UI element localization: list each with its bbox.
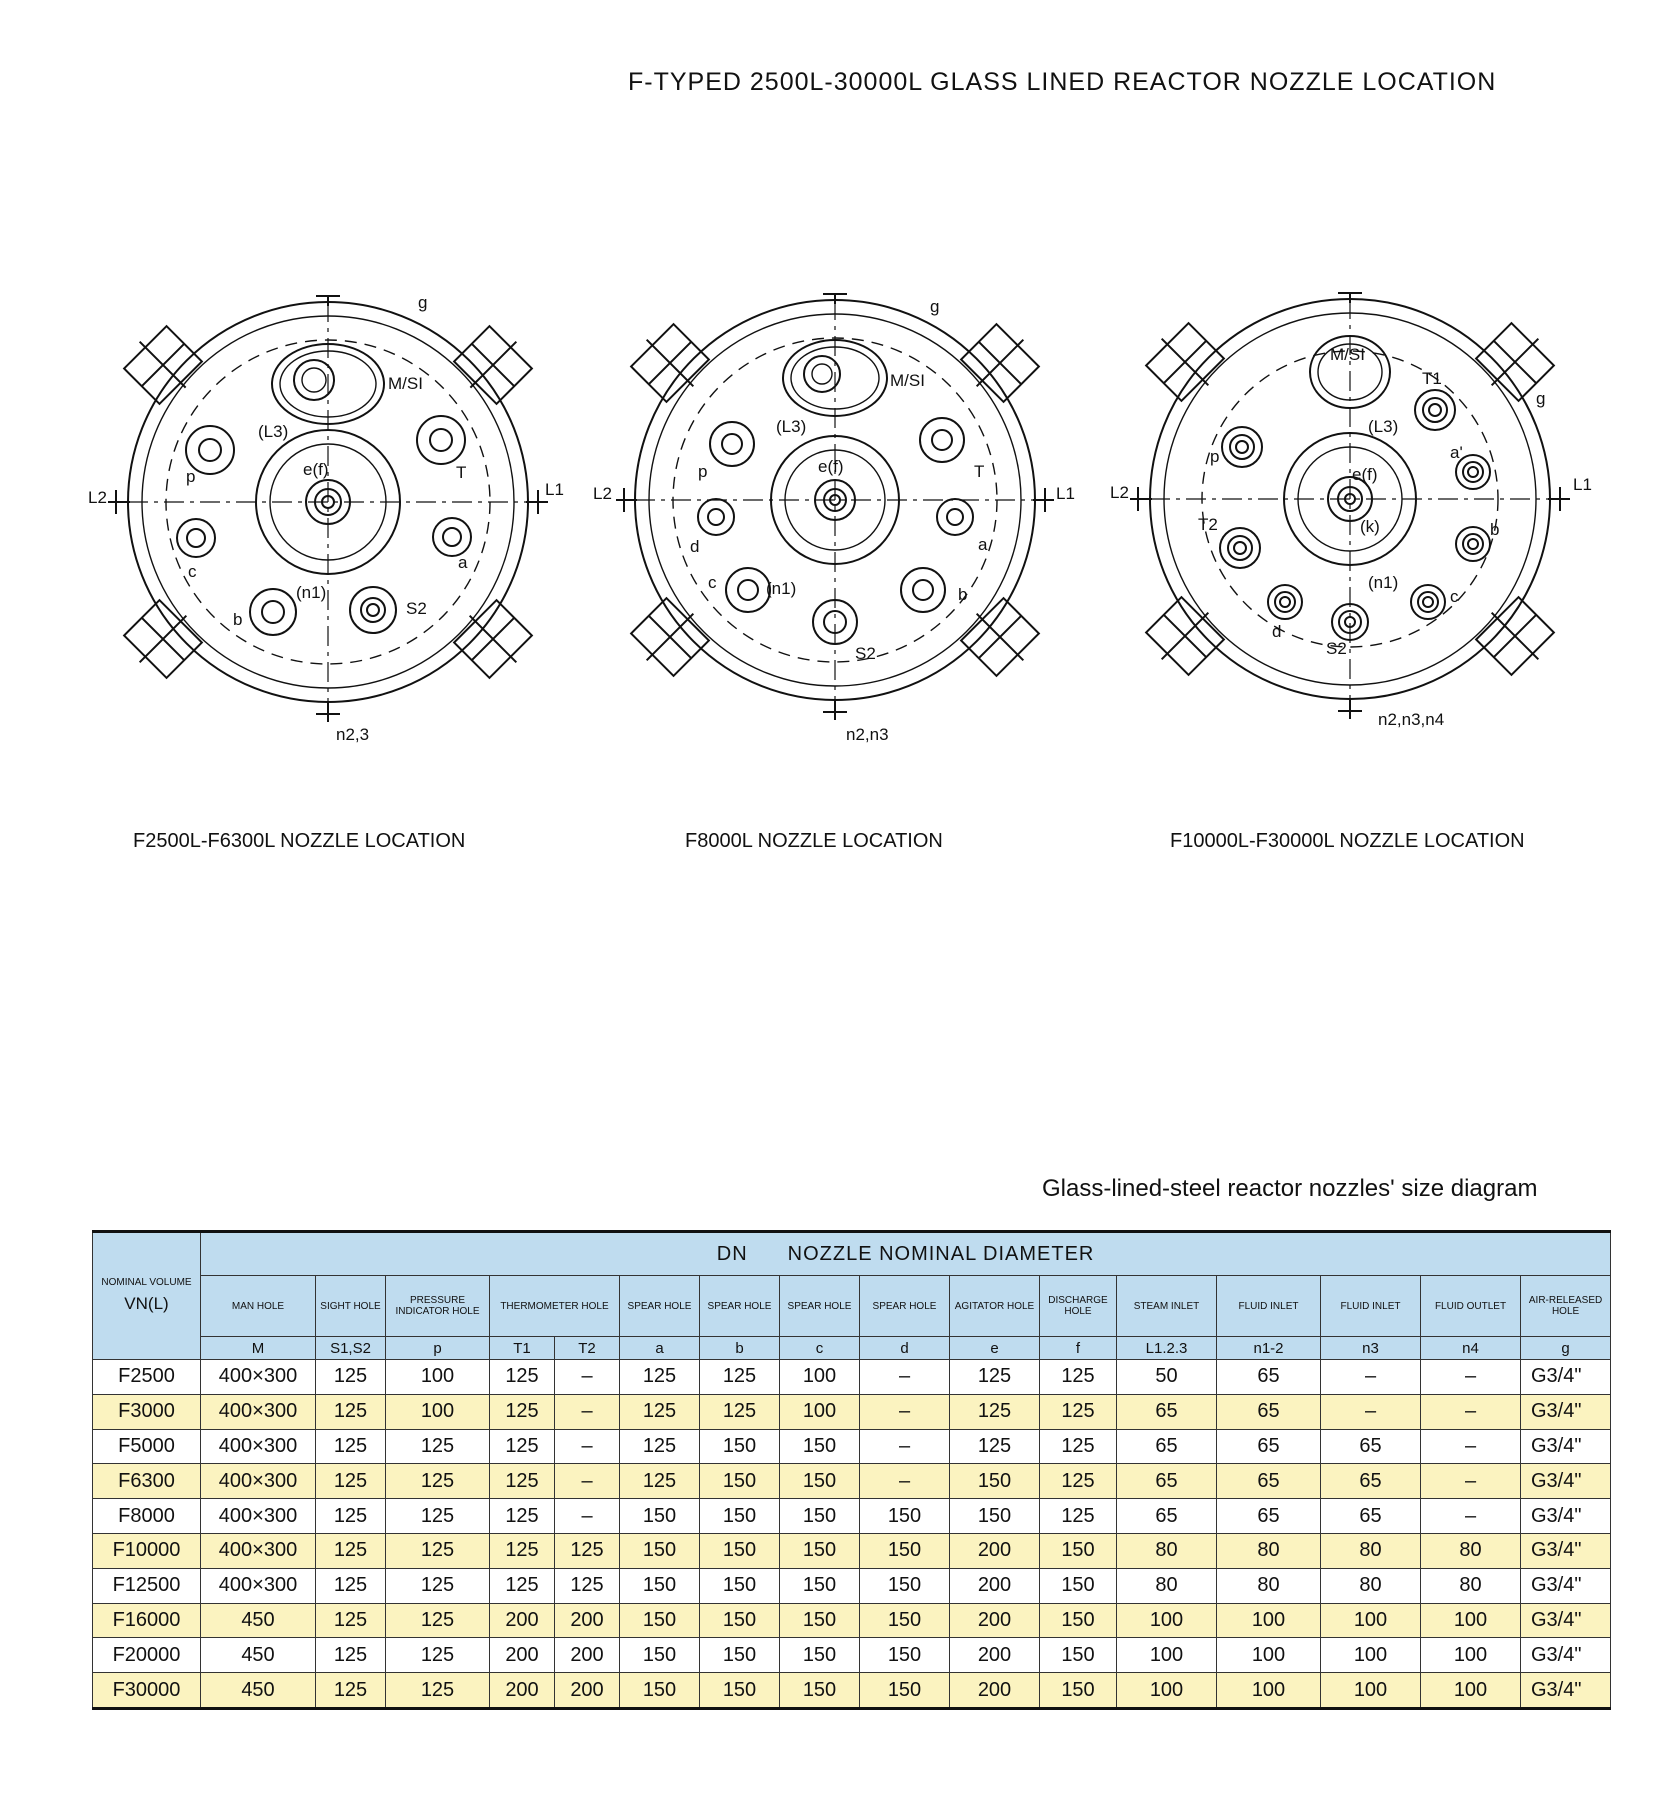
table-cell: 125 [490,1533,555,1568]
table-cell: 125 [1040,1429,1117,1464]
table-cell: 150 [700,1464,780,1499]
table-cell: 125 [700,1360,780,1395]
diagram-caption-3: F10000L-F30000L NOZZLE LOCATION [1170,830,1525,852]
header-sight-hole: SIGHT HOLE [316,1276,386,1337]
table-cell: 65 [1321,1499,1421,1534]
table-cell: 400×300 [201,1429,316,1464]
table-cell: – [860,1464,950,1499]
table-cell: 65 [1217,1394,1321,1429]
table-cell: 200 [555,1603,620,1638]
row-model-cell: F8000 [93,1499,201,1534]
table-row [93,1499,1611,1534]
table-cell: 125 [1040,1464,1117,1499]
table-cell: 65 [1217,1429,1321,1464]
table-cell: 150 [780,1673,860,1709]
table-cell: 100 [780,1360,860,1395]
table-cell: 150 [700,1638,780,1673]
label-ms: M/SI [1330,345,1365,364]
label-ms: M/SI [890,371,925,390]
reactor-top-view-drawing [616,294,1054,720]
table-cell: 150 [780,1429,860,1464]
table-cell: 80 [1421,1533,1521,1568]
symbol-s1-s2: S1,S2 [316,1337,386,1360]
table-cell: – [1421,1429,1521,1464]
label-ef: e(f) [1352,465,1378,484]
table-cell: 150 [620,1638,700,1673]
table-cell: 150 [860,1499,950,1534]
table-cell: 100 [1117,1673,1217,1709]
table-cell: 125 [490,1360,555,1395]
table-cell: 150 [620,1568,700,1603]
reactor-top-view-drawing [108,296,548,722]
table-cell: – [555,1464,620,1499]
label-b: b [233,610,243,629]
label-p: p [1210,447,1220,466]
label-g: g [1536,389,1546,408]
table-cell: – [555,1360,620,1395]
diagram-caption-2: F8000L NOZZLE LOCATION [685,830,943,852]
table-cell: 200 [490,1638,555,1673]
table-cell: G3/4" [1521,1499,1611,1534]
table-cell: 150 [860,1673,950,1709]
label-l3: (L3) [1368,417,1399,436]
label-b: b [958,585,968,604]
symbol-m: M [201,1337,316,1360]
table-cell: 80 [1117,1568,1217,1603]
table-cell: 200 [490,1603,555,1638]
table-cell: 125 [700,1394,780,1429]
table-cell: 125 [386,1499,490,1534]
table-cell: 100 [1321,1603,1421,1638]
symbol-t2: T2 [555,1337,620,1360]
table-cell: 125 [490,1429,555,1464]
table-cell: 200 [950,1568,1040,1603]
table-cell: – [555,1394,620,1429]
table-cell: 100 [1321,1638,1421,1673]
table-cell: 150 [780,1499,860,1534]
table-cell: 125 [620,1394,700,1429]
label-t1: T1 [1422,369,1442,388]
table-cell: 50 [1117,1360,1217,1395]
label-l2: L2 [593,484,612,503]
table-cell: 100 [1421,1673,1521,1709]
table-cell: 400×300 [201,1394,316,1429]
table-cell: 125 [316,1394,386,1429]
table-cell: 150 [700,1603,780,1638]
table-cell: 65 [1217,1464,1321,1499]
table-cell: 125 [316,1673,386,1709]
table-cell: 400×300 [201,1533,316,1568]
table-cell: 65 [1117,1394,1217,1429]
table-cell: 100 [1421,1603,1521,1638]
table-cell: 100 [780,1394,860,1429]
table-cell: 80 [1217,1533,1321,1568]
table-row [93,1429,1611,1464]
label-l1: L1 [1573,475,1592,494]
table-cell: 65 [1321,1429,1421,1464]
table-cell: 150 [620,1673,700,1709]
table-cell: 100 [1117,1638,1217,1673]
row-model-cell: F2500 [93,1360,201,1395]
table-cell: 150 [700,1429,780,1464]
table-cell: 100 [1217,1638,1321,1673]
symbol-l: L1.2.3 [1117,1337,1217,1360]
header-man-hole: MAN HOLE [201,1276,316,1337]
symbol-e: e [950,1337,1040,1360]
label-t2: T2 [1198,515,1218,534]
table-cell: – [1321,1360,1421,1395]
label-l3: (L3) [258,422,289,441]
table-cell: 125 [490,1394,555,1429]
header-fluid-inlet-n3: FLUID INLET [1321,1276,1421,1337]
label-ms: M/SI [388,374,423,393]
table-cell: 125 [490,1568,555,1603]
table-cell: 125 [386,1533,490,1568]
symbol-c: c [780,1337,860,1360]
table-cell: G3/4" [1521,1673,1611,1709]
label-c: c [188,562,197,581]
symbol-n4: n4 [1421,1337,1521,1360]
table-cell: 150 [950,1464,1040,1499]
table-cell: 80 [1321,1568,1421,1603]
table-cell: 200 [950,1673,1040,1709]
table-cell: 200 [490,1673,555,1709]
header-pressure-indicator-hole: PRESSURE INDICATOR HOLE [386,1276,490,1337]
table-cell: 100 [1117,1603,1217,1638]
symbol-d: d [860,1337,950,1360]
table-cell: 100 [386,1394,490,1429]
table-cell: 65 [1321,1464,1421,1499]
label-bottom: n2,n3 [846,725,889,744]
table-cell: 125 [555,1533,620,1568]
header-spear-hole-d: SPEAR HOLE [860,1276,950,1337]
table-cell: 125 [620,1464,700,1499]
table-cell: 125 [386,1638,490,1673]
table-cell: 150 [1040,1568,1117,1603]
table-cell: 150 [780,1464,860,1499]
table-caption: Glass-lined-steel reactor nozzles' size diagram [1042,1175,1538,1202]
table-cell: 150 [860,1568,950,1603]
table-cell: 400×300 [201,1568,316,1603]
table-cell: 125 [1040,1499,1117,1534]
table-cell: 125 [950,1429,1040,1464]
table-cell: 150 [700,1568,780,1603]
table-row [93,1360,1611,1395]
table-cell: – [1421,1499,1521,1534]
table-cell: 200 [950,1638,1040,1673]
table-cell: G3/4" [1521,1638,1611,1673]
table-cell: 150 [780,1638,860,1673]
table-cell: 125 [620,1429,700,1464]
row-model-cell: F3000 [93,1394,201,1429]
table-cell: 150 [620,1603,700,1638]
table-cell: 125 [1040,1360,1117,1395]
table-cell: 125 [316,1638,386,1673]
table-cell: – [1421,1464,1521,1499]
table-cell: 100 [1321,1673,1421,1709]
table-cell: G3/4" [1521,1429,1611,1464]
table-cell: 200 [950,1603,1040,1638]
label-d: d [690,537,700,556]
table-cell: 80 [1117,1533,1217,1568]
table-cell: 450 [201,1638,316,1673]
table-cell: 125 [555,1568,620,1603]
symbol-b: b [700,1337,780,1360]
table-cell: 125 [316,1429,386,1464]
label-n1: (n1) [296,583,327,602]
table-cell: 100 [1421,1638,1521,1673]
label-ef: e(f) [303,460,329,479]
label-t: T [974,462,985,481]
label-a: a' [1450,443,1463,462]
page-title: F-TYPED 2500L-30000L GLASS LINED REACTOR NOZZLE LOCATION [628,68,1497,96]
table-cell: G3/4" [1521,1533,1611,1568]
table-cell: 100 [1217,1603,1321,1638]
table-cell: 80 [1217,1568,1321,1603]
label-k: (k) [1360,517,1380,536]
label-bottom: n2,3 [336,725,370,744]
table-cell: 150 [780,1603,860,1638]
table-cell: 65 [1217,1499,1321,1534]
table-row [93,1673,1611,1709]
table-row [93,1568,1611,1603]
row-model-cell: F30000 [93,1673,201,1709]
symbol-p: p [386,1337,490,1360]
header-agitator-hole: AGITATOR HOLE [950,1276,1040,1337]
table-cell: – [860,1394,950,1429]
table-cell: 125 [316,1360,386,1395]
table-cell: G3/4" [1521,1568,1611,1603]
table-cell: 150 [620,1499,700,1534]
row-model-cell: F6300 [93,1464,201,1499]
table-cell: 450 [201,1603,316,1638]
table-cell: 125 [950,1394,1040,1429]
table-cell: 125 [316,1603,386,1638]
table-cell: 65 [1117,1499,1217,1534]
table-cell: 200 [950,1533,1040,1568]
table-cell: 125 [386,1429,490,1464]
symbol-n3: n3 [1321,1337,1421,1360]
table-cell: – [555,1499,620,1534]
label-a: a [458,553,468,572]
table-cell: 100 [1217,1673,1321,1709]
table-cell: – [1421,1360,1521,1395]
header-air-released-hole: AIR-RELEASED HOLE [1521,1276,1611,1337]
table-cell: – [860,1429,950,1464]
table-cell: 125 [950,1360,1040,1395]
table-cell: G3/4" [1521,1464,1611,1499]
symbol-a: a [620,1337,700,1360]
label-p: p [186,467,196,486]
row-model-cell: F10000 [93,1533,201,1568]
table-cell: G3/4" [1521,1603,1611,1638]
label-t: T [456,463,467,482]
table-cell: 125 [386,1568,490,1603]
header-dn-nominal-diameter: DN NOZZLE NOMINAL DIAMETER [201,1232,1611,1276]
table-cell: 80 [1421,1568,1521,1603]
nozzle-diagram-f10000-f30000 [1110,292,1592,762]
row-model-cell: F20000 [93,1638,201,1673]
table-cell: 150 [860,1533,950,1568]
table-cell: 125 [620,1360,700,1395]
label-g: g [418,293,428,312]
label-c: c [708,573,717,592]
header-spear-hole-a: SPEAR HOLE [620,1276,700,1337]
nozzle-diagram-f2500-f6300 [88,292,564,762]
table-cell: 200 [555,1673,620,1709]
header-discharge-hole: DISCHARGE HOLE [1040,1276,1117,1337]
table-cell: 125 [316,1499,386,1534]
label-c: c [1450,587,1459,606]
label-l1: L1 [545,480,564,499]
header-steam-inlet: STEAM INLET [1117,1276,1217,1337]
table-row [93,1464,1611,1499]
table-cell: 150 [780,1568,860,1603]
table-row [93,1603,1611,1638]
table-cell: 125 [386,1464,490,1499]
table-cell: 150 [1040,1533,1117,1568]
table-row [93,1394,1611,1429]
header-nominal-volume: NOMINAL VOLUME VN(L) [93,1232,201,1360]
table-cell: – [1321,1394,1421,1429]
table-cell: 400×300 [201,1499,316,1534]
table-cell: 125 [316,1568,386,1603]
label-b: b [1490,520,1500,539]
label-s2: S2 [855,644,876,663]
table-cell: 65 [1117,1429,1217,1464]
table-cell: – [555,1429,620,1464]
table-cell: G3/4" [1521,1360,1611,1395]
diagram-caption-1: F2500L-F6300L NOZZLE LOCATION [133,830,466,852]
table-cell: 80 [1321,1533,1421,1568]
header-spear-hole-b: SPEAR HOLE [700,1276,780,1337]
table-cell: 150 [1040,1673,1117,1709]
table-cell: 150 [780,1533,860,1568]
label-n1: (n1) [766,579,797,598]
header-fluid-inlet-n1-2: FLUID INLET [1217,1276,1321,1337]
label-l1: L1 [1056,484,1075,503]
table-cell: 400×300 [201,1360,316,1395]
label-l2: L2 [88,488,107,507]
nozzle-diagram-f8000 [588,292,1075,762]
table-cell: 200 [555,1638,620,1673]
table-cell: 150 [700,1533,780,1568]
table-cell: 150 [1040,1638,1117,1673]
table-cell: 65 [1117,1464,1217,1499]
table-body [93,1360,1611,1709]
row-model-cell: F5000 [93,1429,201,1464]
table-cell: 125 [386,1603,490,1638]
table-cell: 150 [1040,1603,1117,1638]
table-cell: 150 [860,1638,950,1673]
header-thermometer-hole: THERMOMETER HOLE [490,1276,620,1337]
table-cell: 125 [490,1464,555,1499]
label-d: d [1272,622,1282,641]
label-n1: (n1) [1368,573,1399,592]
label-bottom: n2,n3,n4 [1378,710,1445,729]
table-cell: – [1421,1394,1521,1429]
table-cell: 125 [316,1464,386,1499]
table-cell: 125 [316,1533,386,1568]
row-model-cell: F16000 [93,1603,201,1638]
table-cell: 400×300 [201,1464,316,1499]
header-spear-hole-c: SPEAR HOLE [780,1276,860,1337]
table-row [93,1638,1611,1673]
table-cell: 125 [386,1673,490,1709]
symbol-n1-2: n1-2 [1217,1337,1321,1360]
label-a: a [978,535,988,554]
table-cell: 125 [490,1499,555,1534]
header-fluid-outlet: FLUID OUTLET [1421,1276,1521,1337]
table-cell: 150 [620,1533,700,1568]
table-cell: 150 [860,1603,950,1638]
label-ef: e(f) [818,457,844,476]
nozzle-size-table [92,1230,1611,1710]
label-l3: (L3) [776,417,807,436]
table-cell: 125 [1040,1394,1117,1429]
symbol-g: g [1521,1337,1611,1360]
symbol-f: f [1040,1337,1117,1360]
table-cell: G3/4" [1521,1394,1611,1429]
table-cell: 65 [1217,1360,1321,1395]
row-model-cell: F12500 [93,1568,201,1603]
table-cell: 100 [386,1360,490,1395]
table-cell: 150 [700,1499,780,1534]
table-cell: 150 [700,1673,780,1709]
table-row [93,1533,1611,1568]
label-s2: S2 [1326,639,1347,658]
label-g: g [930,297,940,316]
label-p: p [698,462,708,481]
table-cell: 150 [950,1499,1040,1534]
label-l2: L2 [1110,483,1129,502]
table-cell: – [860,1360,950,1395]
label-s2: S2 [406,599,427,618]
symbol-t1: T1 [490,1337,555,1360]
table-cell: 450 [201,1673,316,1709]
